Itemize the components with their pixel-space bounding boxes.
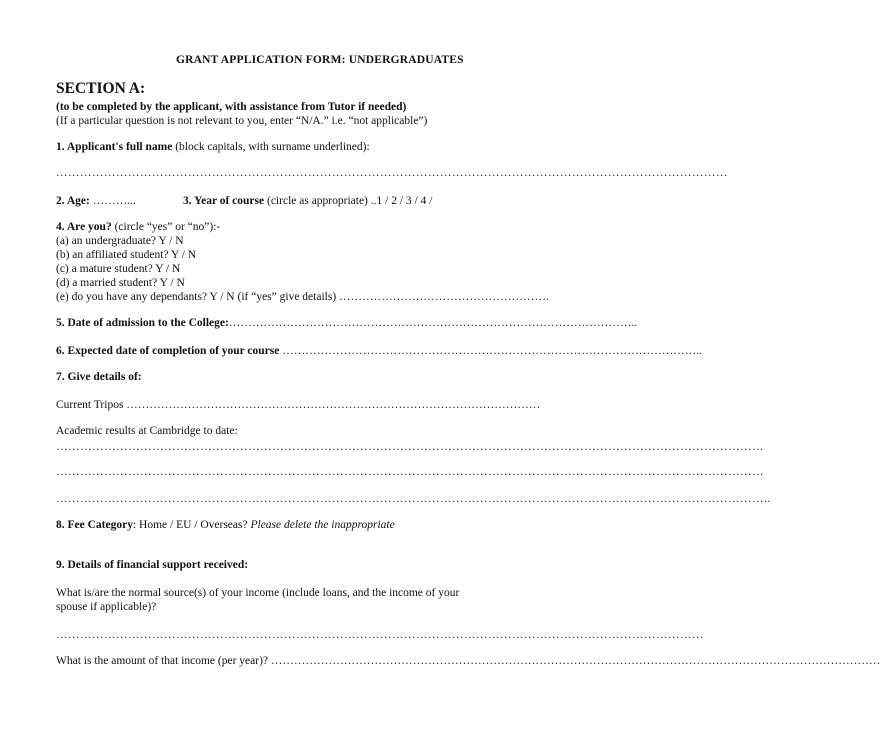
q6-label: 6. Expected date of completion of your course: [56, 345, 280, 357]
q1-hint: (block capitals, with surname underlined):: [172, 141, 370, 153]
q2-age-field[interactable]: ………...: [89, 195, 136, 207]
q1-label: 1. Applicant's full name: [56, 141, 173, 153]
q2-label: 2. Age:: [56, 195, 90, 207]
q9-income-field[interactable]: ………………………………………………………………………………………………………………………………………………: [56, 629, 704, 641]
q7-results-label: Academic results at Cambridge to date:: [56, 425, 238, 437]
q3-row: [183, 194, 432, 208]
q7-results-line-2[interactable]: ……………………………………………………………………………………………………………………………………………………………: [56, 466, 764, 478]
q4-b-affiliated[interactable]: (b) an affiliated student? Y / N: [56, 249, 197, 261]
q7-tripos-field[interactable]: Current Tripos ………………………………………………………………………………………………: [56, 399, 541, 411]
q4-a-undergraduate[interactable]: (a) an undergraduate? Y / N: [56, 235, 184, 247]
q4-d-married[interactable]: (d) a married student? Y / N: [56, 277, 185, 289]
section-heading: SECTION A:: [56, 80, 146, 97]
q4-row: [56, 220, 220, 234]
q4-e-dependants[interactable]: (e) do you have any dependants? Y / N (if “yes” give details) ……………………………………………….: [56, 291, 549, 303]
q3-year-options[interactable]: / 2 / 3 / 4 /: [385, 195, 433, 207]
q7-results-line-3[interactable]: ……………………………………………………………………………………………………………………………………………………………..: [56, 493, 771, 505]
q9-label: 9. Details of financial support received:: [56, 559, 249, 571]
q7-results-line-1[interactable]: ……………………………………………………………………………………………………………………………………………………………: [56, 441, 764, 453]
q8-fee-options[interactable]: : Home / EU / Overseas?: [132, 519, 251, 531]
section-instruction-2: (If a particular question is not relevant to you, enter “N/A.” i.e. “not applicable”): [56, 115, 428, 127]
form-title: GRANT APPLICATION FORM: UNDERGRADUATES: [176, 54, 464, 66]
q4-c-mature[interactable]: (c) a mature student? Y / N: [56, 263, 181, 275]
q5-admission-field[interactable]: ……………………………………………………………………………………………..: [228, 317, 638, 329]
q4-label: 4. Are you?: [56, 221, 112, 233]
q7-label: 7. Give details of:: [56, 371, 142, 383]
q3-hint: (circle as appropriate) ..1: [264, 195, 386, 207]
section-instruction-1: (to be completed by the applicant, with assistance from Tutor if needed): [56, 101, 407, 113]
q8-note: Please delete the inappropriate: [250, 519, 395, 531]
q5-label: 5. Date of admission to the College:: [56, 317, 229, 329]
q9-income-question-cont: spouse if applicable)?: [56, 601, 157, 613]
q6-row: [56, 344, 702, 358]
q5-row: [56, 316, 638, 330]
q3-label: 3. Year of course: [183, 195, 265, 207]
q4-hint: (circle “yes” or “no”):-: [111, 221, 221, 233]
q2-row: [56, 194, 136, 208]
q8-label: 8. Fee Category: [56, 519, 133, 531]
q9-income-question: What is/are the normal source(s) of your income (include loans, and the income of your: [56, 587, 460, 599]
q1-name-field[interactable]: ……………………………………………………………………………………………………………………………………………………: [56, 167, 728, 179]
q9-amount-field[interactable]: What is the amount of that income (per year)? ……………………………………………………………………………………………………………………………………………: [56, 655, 880, 667]
q6-completion-field[interactable]: ………………………………………………………………………………………………..: [279, 345, 702, 357]
q8-row: [56, 518, 395, 532]
q1-row: [56, 140, 370, 154]
